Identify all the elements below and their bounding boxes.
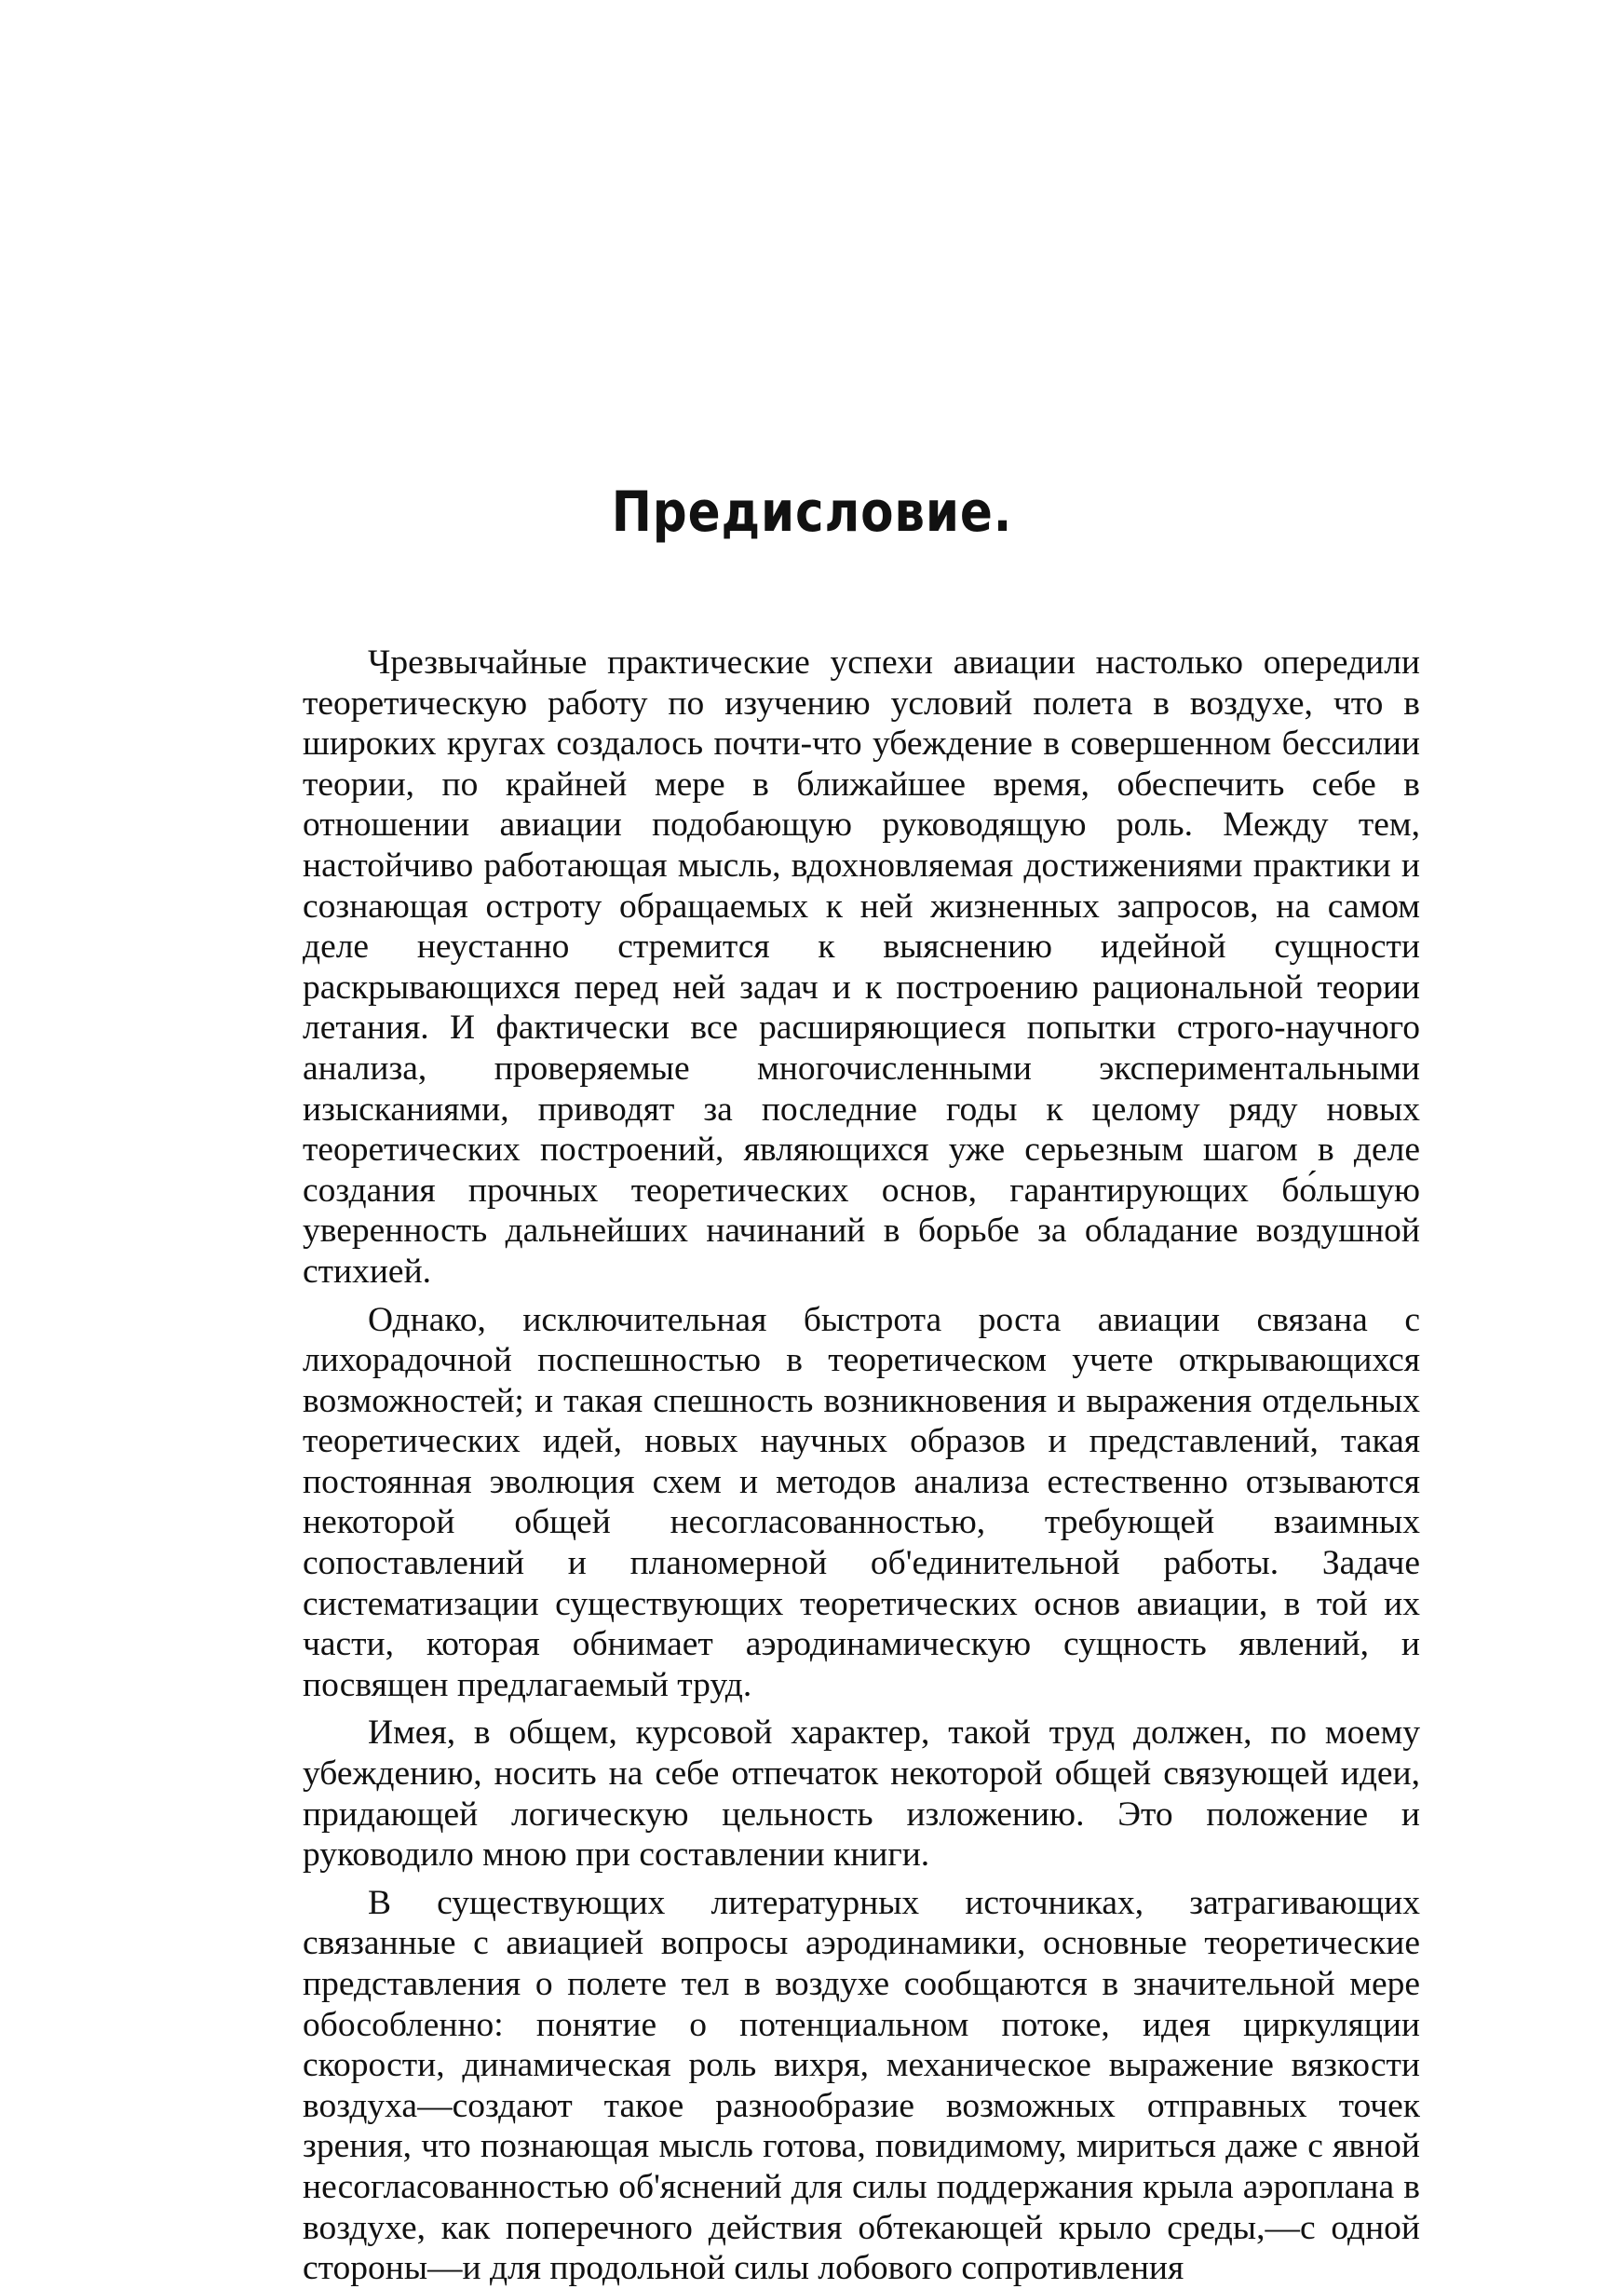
paragraph-4: В существующих литературных источниках, затрагивающих связанные с авиацией вопросы аэродинамики, основные теоретические представления о полете тел в воздухе сообщаются в значительной мере обособленно: понятие о потенциальном потоке, идея циркуляции скорости, динамическая роль вихря, механическое выражение вязкости воздуха—создают такое разнообразие возможных отправных точек зрения, что познающая мысль готова, повидимому, мириться даже с явной несогласованностью об'яснений для силы поддержания крыла аэроплана в воздухе, как поперечного действия обтекающей крыло среды,—с одной стороны—и для продольной силы лобового сопротивления: [303, 1883, 1420, 2288]
page-title: Предисловие.: [611, 480, 1013, 545]
paragraph-1: Чрезвычайные практические успехи авиации настолько опередили теоретическую работу по изучению условий полета в воздухе, что в широких кругах создалось почти-что убеждение в совершенном бессилии теории, по крайней мере в ближайшее время, обеспечить себе в отношении авиации подобающую руководящую роль. Между тем, настойчиво работающая мысль, вдохновляемая достижениями практики и сознающая остроту обращаемых к ней жизненных запросов, на самом деле неустанно стремится к выяснению идейной сущности раскрывающихся перед ней задач и к построению рациональной теории летания. И фактически все расширяющиеся попытки строго-научного анализа, проверяемые многочисленными экспериментальными изысканиями, приводят за последние годы к целому ряду новых теоретических построений, являющихся уже серьезным шагом в деле создания прочных теоретических основ, гарантирующих бо́льшую уверенность дальнейших начинаний в борьбе за обладание воздушной стихией.: [303, 643, 1420, 1291]
body-text: [303, 643, 1420, 2289]
paragraph-3: Имея, в общем, курсовой характер, такой труд должен, по моему убеждению, носить на себе отпечаток некоторой общей связующей идеи, придающей логическую цельность изложению. Это положение и руководило мною при составлении книги.: [303, 1713, 1420, 1875]
paragraph-2: Однако, исключительная быстрота роста авиации связана с лихорадочной поспешностью в теоретическом учете открывающихся возможностей; и такая спешность возникновения и выражения отдельных теоретических идей, новых научных образов и представлений, такая постоянная эволюция схем и методов анализа естественно отзываются некоторой общей несогласованностью, требующей взаимных сопоставлений и планомерной об'единительной работы. Задаче систематизации существующих теоретических основ авиации, в той их части, которая обнимает аэродинамическую сущность явлений, и посвящен предлагаемый труд.: [303, 1300, 1420, 1704]
